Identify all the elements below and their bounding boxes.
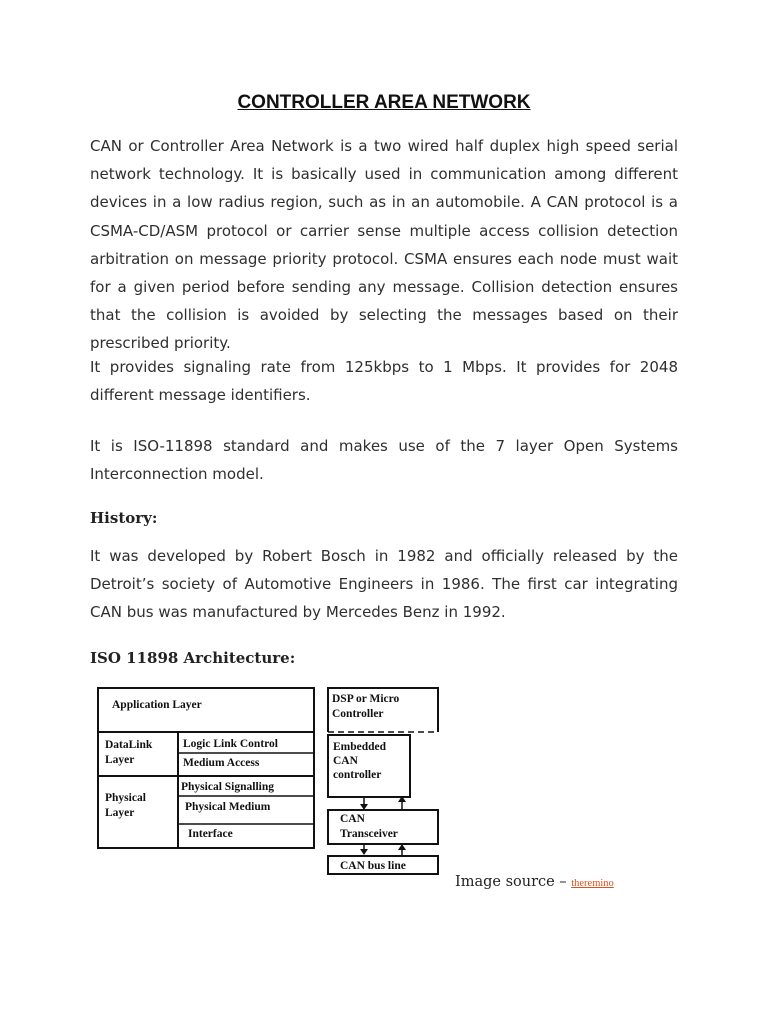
logic-link-control-label: Logic Link Control: [183, 738, 278, 750]
history-paragraph: It was developed by Robert Bosch in 1982 and officially released by the Detroit’s society of Automotive Engineers in 1986. The first car integrating CAN bus was manufactured by Mercedes Benz in 1992.: [90, 547, 678, 622]
embedded-label-line3: controller: [333, 769, 382, 781]
physical-label-line2: Layer: [105, 807, 135, 819]
image-source-caption: [455, 874, 614, 890]
medium-access-label: Medium Access: [183, 757, 260, 769]
iso-paragraph: It is ISO-11898 standard and makes use of the 7 layer Open Systems Interconnection model.: [90, 437, 678, 484]
signaling-paragraph: It provides signaling rate from 125kbps to 1 Mbps. It provides for 2048 different message identifiers.: [90, 358, 678, 405]
dsp-label-line1: DSP or Micro: [332, 693, 400, 705]
embedded-label-line2: CAN: [333, 755, 358, 767]
physical-medium-label: Physical Medium: [185, 801, 271, 813]
history-heading: History:: [90, 509, 158, 527]
page-title: CONTROLLER AREA NETWORK: [237, 92, 531, 113]
intro-paragraph: CAN or Controller Area Network is a two wired half duplex high speed serial network technology. It is basically used in communication among different devices in a low radius region, such as in an automobile. A CAN protocol is a CSMA-CD/ASM protocol or carrier sense multiple access collision detection arbitration on message priority protocol. CSMA ensures each node must wait for a given period before sending any message. Collision detection ensures that the collision is avoided by selecting the messages based on their prescribed priority.: [90, 137, 678, 353]
datalink-label-line1: DataLink: [105, 739, 153, 751]
can-bus-line-label: CAN bus line: [340, 860, 406, 872]
image-source-link[interactable]: theremino: [571, 878, 614, 889]
image-source-label: Image source –: [455, 874, 567, 890]
embedded-label-line1: Embedded: [333, 741, 387, 753]
datalink-label-line2: Layer: [105, 754, 135, 766]
transceiver-label-line2: Transceiver: [340, 828, 398, 840]
architecture-heading: ISO 11898 Architecture:: [90, 649, 296, 667]
physical-label-line1: Physical: [105, 792, 146, 804]
application-layer-label: Application Layer: [112, 699, 202, 711]
dsp-label-line2: Controller: [332, 708, 384, 720]
iso-architecture-diagram: [90, 680, 450, 880]
physical-signalling-label: Physical Signalling: [181, 781, 274, 793]
interface-label: Interface: [188, 828, 233, 840]
transceiver-label-line1: CAN: [340, 813, 365, 825]
